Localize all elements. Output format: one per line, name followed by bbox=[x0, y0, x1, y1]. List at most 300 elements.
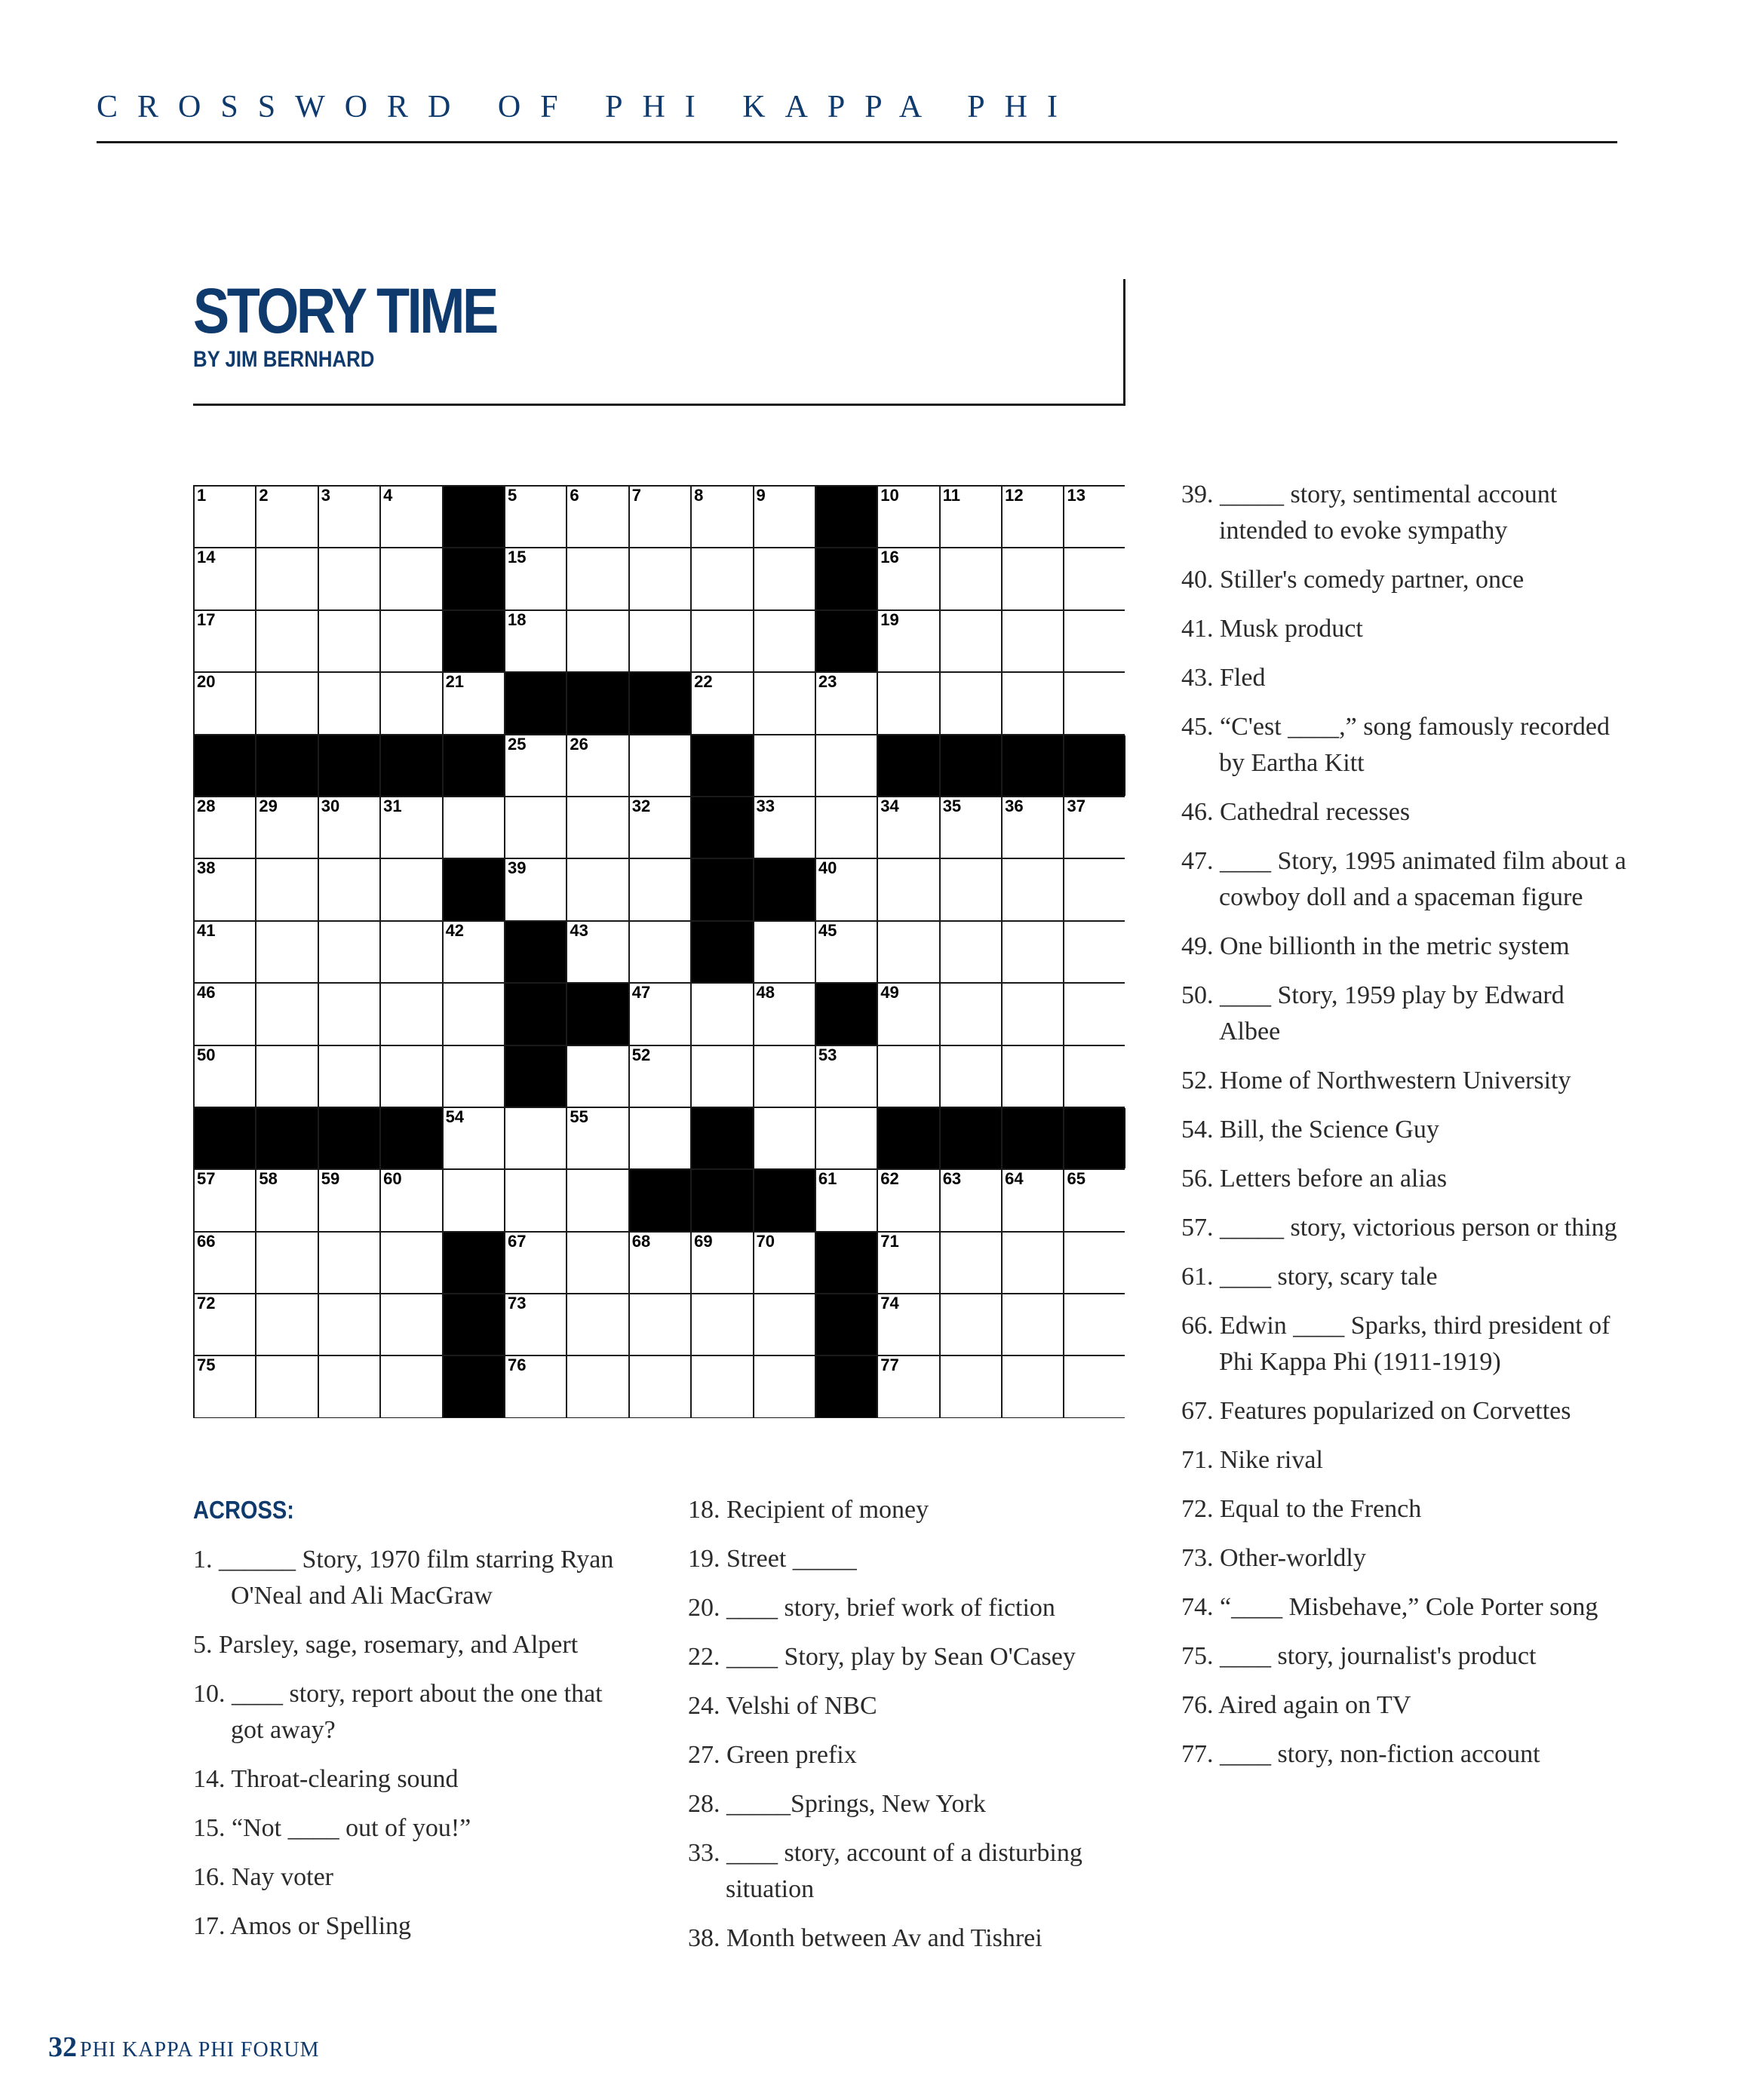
grid-cell[interactable] bbox=[754, 1233, 815, 1293]
grid-cell[interactable] bbox=[1003, 922, 1063, 982]
grid-cell[interactable] bbox=[630, 859, 690, 920]
grid-cell[interactable] bbox=[256, 1356, 317, 1417]
grid-cell[interactable] bbox=[381, 1170, 441, 1230]
grid-cell[interactable] bbox=[319, 1294, 379, 1355]
grid-cell[interactable] bbox=[256, 797, 317, 858]
grid-cell[interactable] bbox=[754, 611, 815, 671]
grid-cell[interactable] bbox=[567, 1046, 628, 1107]
clue-item: 33. ____ story, account of a disturbing situation bbox=[688, 1839, 1082, 1903]
grid-block bbox=[444, 548, 504, 609]
clue-item: 39. _____ story, sentimental account intended to evoke sympathy bbox=[1181, 480, 1558, 545]
grid-cell[interactable] bbox=[692, 487, 752, 547]
grid-cell[interactable] bbox=[692, 1356, 752, 1417]
grid-cell[interactable] bbox=[1003, 673, 1063, 733]
grid-cell[interactable] bbox=[1003, 1233, 1063, 1293]
grid-cell[interactable] bbox=[754, 673, 815, 733]
grid-block bbox=[567, 984, 628, 1044]
grid-cell[interactable] bbox=[505, 1233, 566, 1293]
cell-number: 69 bbox=[694, 1231, 713, 1251]
grid-cell[interactable] bbox=[941, 487, 1001, 547]
cell-number: 58 bbox=[259, 1169, 278, 1189]
grid-cell[interactable] bbox=[692, 1046, 752, 1107]
grid-cell[interactable] bbox=[567, 1233, 628, 1293]
grid-cell[interactable] bbox=[878, 1233, 938, 1293]
across-heading: ACROSS: bbox=[193, 1496, 294, 1524]
grid-cell[interactable] bbox=[567, 611, 628, 671]
grid-cell[interactable] bbox=[381, 611, 441, 671]
grid-cell[interactable] bbox=[505, 611, 566, 671]
grid-cell[interactable] bbox=[1064, 1294, 1125, 1355]
grid-cell[interactable] bbox=[754, 735, 815, 796]
grid-cell[interactable] bbox=[319, 673, 379, 733]
grid-cell[interactable] bbox=[256, 922, 317, 982]
title-box bbox=[193, 275, 1125, 406]
magazine-name: PHI KAPPA PHI FORUM bbox=[80, 2038, 320, 2062]
grid-cell[interactable] bbox=[1003, 611, 1063, 671]
grid-cell[interactable] bbox=[381, 859, 441, 920]
cell-number: 43 bbox=[570, 920, 588, 940]
grid-block bbox=[444, 1233, 504, 1293]
grid-cell[interactable] bbox=[816, 1108, 877, 1168]
grid-cell[interactable] bbox=[692, 611, 752, 671]
grid-block bbox=[444, 735, 504, 796]
grid-cell[interactable] bbox=[381, 797, 441, 858]
grid-cell[interactable] bbox=[1003, 487, 1063, 547]
grid-cell[interactable] bbox=[1003, 984, 1063, 1044]
cell-number: 64 bbox=[1005, 1169, 1024, 1189]
page-footer bbox=[48, 2031, 320, 2064]
grid-block bbox=[1064, 1108, 1125, 1168]
clue-item: 5. Parsley, sage, rosemary, and Alpert bbox=[193, 1631, 579, 1659]
cell-number: 63 bbox=[942, 1169, 962, 1189]
grid-cell[interactable] bbox=[567, 735, 628, 796]
grid-cell[interactable] bbox=[754, 922, 815, 982]
clue-item: 14. Throat-clearing sound bbox=[193, 1765, 459, 1793]
grid-cell[interactable] bbox=[1064, 611, 1125, 671]
cell-number: 76 bbox=[507, 1355, 527, 1375]
clue-item: 54. Bill, the Science Guy bbox=[1181, 1116, 1439, 1144]
clue-item: 76. Aired again on TV bbox=[1181, 1691, 1411, 1719]
cell-number: 41 bbox=[197, 920, 216, 940]
grid-cell[interactable] bbox=[630, 611, 690, 671]
grid-cell[interactable] bbox=[941, 548, 1001, 609]
cell-number: 65 bbox=[1067, 1169, 1085, 1189]
clue-list-2 bbox=[688, 1492, 1141, 1957]
cell-number: 2 bbox=[259, 486, 269, 505]
grid-cell[interactable] bbox=[381, 1046, 441, 1107]
cell-number: 13 bbox=[1067, 486, 1085, 505]
grid-block bbox=[505, 673, 566, 733]
clue-item: 22. ____ Story, play by Sean O'Casey bbox=[688, 1643, 1076, 1671]
cell-number: 21 bbox=[445, 672, 465, 692]
grid-cell[interactable] bbox=[444, 1046, 504, 1107]
grid-cell[interactable] bbox=[256, 548, 317, 609]
grid-cell[interactable] bbox=[816, 859, 877, 920]
grid-cell[interactable] bbox=[195, 1294, 255, 1355]
grid-cell[interactable] bbox=[195, 1233, 255, 1293]
grid-cell[interactable] bbox=[195, 1170, 255, 1230]
puzzle-byline: BY JIM BERNHARD bbox=[193, 347, 375, 372]
grid-block bbox=[256, 1108, 317, 1168]
grid-cell[interactable] bbox=[1064, 548, 1125, 609]
clue-item: 45. “C'est ____,” song famously recorded by Eartha Kitt bbox=[1181, 713, 1610, 777]
grid-cell[interactable] bbox=[319, 548, 379, 609]
clues-column-1 bbox=[193, 1492, 638, 1957]
grid-cell[interactable] bbox=[941, 1294, 1001, 1355]
grid-cell[interactable] bbox=[319, 611, 379, 671]
grid-cell[interactable] bbox=[941, 922, 1001, 982]
cell-number: 30 bbox=[321, 796, 340, 815]
grid-cell[interactable] bbox=[381, 1356, 441, 1417]
cell-number: 40 bbox=[818, 858, 837, 878]
cell-number: 6 bbox=[570, 486, 579, 505]
grid-cell[interactable] bbox=[941, 1046, 1001, 1107]
clue-item: 46. Cathedral recesses bbox=[1181, 798, 1411, 826]
grid-cell[interactable] bbox=[505, 859, 566, 920]
cell-number: 37 bbox=[1067, 796, 1085, 815]
cell-number: 59 bbox=[321, 1169, 340, 1189]
grid-cell[interactable] bbox=[1003, 1046, 1063, 1107]
cell-number: 23 bbox=[818, 672, 837, 692]
grid-cell[interactable] bbox=[444, 797, 504, 858]
cell-number: 72 bbox=[197, 1294, 216, 1313]
grid-cell[interactable] bbox=[878, 922, 938, 982]
grid-cell[interactable] bbox=[195, 1046, 255, 1107]
grid-cell[interactable] bbox=[381, 548, 441, 609]
grid-block bbox=[816, 548, 877, 609]
grid-cell[interactable] bbox=[1003, 859, 1063, 920]
grid-cell[interactable] bbox=[195, 673, 255, 733]
cell-number: 9 bbox=[756, 486, 766, 505]
grid-block bbox=[1003, 1108, 1063, 1168]
cell-number: 32 bbox=[631, 796, 651, 815]
clue-item: 18. Recipient of money bbox=[688, 1496, 929, 1524]
grid-cell[interactable] bbox=[195, 859, 255, 920]
cell-number: 19 bbox=[880, 609, 899, 629]
grid-cell[interactable] bbox=[816, 922, 877, 982]
grid-cell[interactable] bbox=[195, 611, 255, 671]
grid-cell[interactable] bbox=[941, 984, 1001, 1044]
grid-cell[interactable] bbox=[195, 922, 255, 982]
grid-cell[interactable] bbox=[1064, 797, 1125, 858]
cell-number: 17 bbox=[197, 609, 216, 629]
grid-cell[interactable] bbox=[692, 673, 752, 733]
grid-cell[interactable] bbox=[754, 1294, 815, 1355]
grid-cell[interactable] bbox=[692, 984, 752, 1044]
grid-cell[interactable] bbox=[878, 1170, 938, 1230]
grid-cell[interactable] bbox=[630, 1108, 690, 1168]
clue-item: 16. Nay voter bbox=[193, 1863, 334, 1891]
clue-item: 43. Fled bbox=[1181, 664, 1266, 692]
grid-cell[interactable] bbox=[1064, 922, 1125, 982]
grid-cell[interactable] bbox=[381, 984, 441, 1044]
cell-number: 22 bbox=[694, 672, 713, 692]
grid-cell[interactable] bbox=[256, 611, 317, 671]
grid-cell[interactable] bbox=[444, 673, 504, 733]
cell-number: 71 bbox=[880, 1231, 899, 1251]
grid-cell[interactable] bbox=[381, 1294, 441, 1355]
page-number: 32 bbox=[48, 2031, 77, 2063]
grid-cell[interactable] bbox=[816, 797, 877, 858]
clue-item: 40. Stiller's comedy partner, once bbox=[1181, 566, 1525, 594]
grid-block bbox=[444, 1294, 504, 1355]
grid-cell[interactable] bbox=[878, 611, 938, 671]
clue-item: 72. Equal to the French bbox=[1181, 1495, 1422, 1523]
cell-number: 26 bbox=[570, 734, 588, 754]
grid-cell[interactable] bbox=[630, 1233, 690, 1293]
clue-item: 67. Features popularized on Corvettes bbox=[1181, 1397, 1571, 1425]
grid-cell[interactable] bbox=[444, 1170, 504, 1230]
grid-cell[interactable] bbox=[567, 922, 628, 982]
grid-cell[interactable] bbox=[878, 797, 938, 858]
grid-cell[interactable] bbox=[319, 922, 379, 982]
grid-cell[interactable] bbox=[567, 1170, 628, 1230]
grid-cell[interactable] bbox=[1064, 1046, 1125, 1107]
grid-block bbox=[754, 1170, 815, 1230]
grid-cell[interactable] bbox=[1064, 984, 1125, 1044]
grid-cell[interactable] bbox=[816, 1046, 877, 1107]
grid-cell[interactable] bbox=[754, 1108, 815, 1168]
grid-cell[interactable] bbox=[256, 984, 317, 1044]
grid-cell[interactable] bbox=[941, 1233, 1001, 1293]
cell-number: 14 bbox=[197, 548, 216, 567]
clue-item: 61. ____ story, scary tale bbox=[1181, 1263, 1438, 1291]
grid-cell[interactable] bbox=[754, 1046, 815, 1107]
cell-number: 62 bbox=[880, 1169, 899, 1189]
clue-item: 73. Other-worldly bbox=[1181, 1544, 1366, 1572]
grid-cell[interactable] bbox=[630, 1294, 690, 1355]
grid-cell[interactable] bbox=[878, 548, 938, 609]
grid-cell[interactable] bbox=[1064, 1356, 1125, 1417]
grid-cell[interactable] bbox=[381, 1233, 441, 1293]
grid-cell[interactable] bbox=[256, 1170, 317, 1230]
cell-number: 60 bbox=[383, 1169, 402, 1189]
grid-block bbox=[319, 1108, 379, 1168]
grid-cell[interactable] bbox=[692, 1294, 752, 1355]
cell-number: 1 bbox=[197, 486, 207, 505]
grid-cell[interactable] bbox=[630, 487, 690, 547]
clue-item: 15. “Not ____ out of you!” bbox=[193, 1814, 471, 1842]
grid-block bbox=[505, 984, 566, 1044]
grid-cell[interactable] bbox=[941, 859, 1001, 920]
grid-cell[interactable] bbox=[505, 548, 566, 609]
cell-number: 52 bbox=[631, 1045, 651, 1064]
grid-cell[interactable] bbox=[1064, 1170, 1125, 1230]
grid-block bbox=[941, 735, 1001, 796]
grid-cell[interactable] bbox=[878, 673, 938, 733]
grid-cell[interactable] bbox=[878, 1046, 938, 1107]
grid-cell[interactable] bbox=[816, 735, 877, 796]
cell-number: 28 bbox=[197, 796, 216, 815]
clues-column-2 bbox=[688, 1492, 1141, 1970]
grid-cell[interactable] bbox=[1064, 487, 1125, 547]
grid-cell[interactable] bbox=[319, 797, 379, 858]
grid-cell[interactable] bbox=[692, 1233, 752, 1293]
cell-number: 54 bbox=[445, 1107, 465, 1126]
clue-item: 71. Nike rival bbox=[1181, 1446, 1323, 1474]
cell-number: 16 bbox=[880, 548, 899, 567]
grid-cell[interactable] bbox=[941, 797, 1001, 858]
cell-number: 61 bbox=[818, 1169, 837, 1189]
cell-number: 49 bbox=[880, 983, 899, 1002]
grid-cell[interactable] bbox=[1064, 859, 1125, 920]
cell-number: 31 bbox=[383, 796, 402, 815]
grid-cell[interactable] bbox=[319, 984, 379, 1044]
cell-number: 75 bbox=[197, 1355, 216, 1375]
grid-cell[interactable] bbox=[941, 673, 1001, 733]
grid-cell[interactable] bbox=[256, 859, 317, 920]
cell-number: 47 bbox=[631, 983, 651, 1002]
grid-cell[interactable] bbox=[319, 859, 379, 920]
grid-cell[interactable] bbox=[319, 1233, 379, 1293]
grid-cell[interactable] bbox=[630, 1046, 690, 1107]
grid-cell[interactable] bbox=[630, 922, 690, 982]
grid-cell[interactable] bbox=[878, 1356, 938, 1417]
grid-block bbox=[816, 1294, 877, 1355]
grid-cell[interactable] bbox=[941, 611, 1001, 671]
grid-cell[interactable] bbox=[630, 1356, 690, 1417]
clues-column-3 bbox=[1181, 477, 1626, 1785]
cell-number: 36 bbox=[1005, 796, 1024, 815]
grid-cell[interactable] bbox=[381, 922, 441, 982]
grid-block bbox=[816, 611, 877, 671]
grid-cell[interactable] bbox=[1003, 1356, 1063, 1417]
grid-cell[interactable] bbox=[505, 1108, 566, 1168]
grid-block bbox=[444, 1356, 504, 1417]
grid-block bbox=[1003, 735, 1063, 796]
cell-number: 53 bbox=[818, 1045, 837, 1064]
grid-cell[interactable] bbox=[630, 984, 690, 1044]
cell-number: 33 bbox=[756, 796, 775, 815]
grid-cell[interactable] bbox=[941, 1356, 1001, 1417]
cell-number: 73 bbox=[507, 1294, 527, 1313]
grid-cell[interactable] bbox=[567, 548, 628, 609]
grid-cell[interactable] bbox=[754, 548, 815, 609]
grid-cell[interactable] bbox=[319, 1170, 379, 1230]
grid-cell[interactable] bbox=[195, 797, 255, 858]
grid-cell[interactable] bbox=[256, 487, 317, 547]
grid-cell[interactable] bbox=[256, 1294, 317, 1355]
grid-cell[interactable] bbox=[630, 548, 690, 609]
grid-cell[interactable] bbox=[1003, 1294, 1063, 1355]
grid-cell[interactable] bbox=[444, 922, 504, 982]
grid-cell[interactable] bbox=[505, 797, 566, 858]
cell-number: 68 bbox=[631, 1231, 651, 1251]
grid-block bbox=[567, 673, 628, 733]
crossword-grid[interactable] bbox=[193, 485, 1125, 1418]
grid-cell[interactable] bbox=[754, 797, 815, 858]
grid-block bbox=[444, 487, 504, 547]
grid-cell[interactable] bbox=[381, 487, 441, 547]
grid-cell[interactable] bbox=[1064, 1233, 1125, 1293]
grid-block bbox=[444, 859, 504, 920]
grid-block bbox=[256, 735, 317, 796]
cell-number: 34 bbox=[880, 796, 899, 815]
grid-cell[interactable] bbox=[505, 487, 566, 547]
grid-block bbox=[692, 859, 752, 920]
cell-number: 48 bbox=[756, 983, 775, 1002]
grid-cell[interactable] bbox=[505, 1170, 566, 1230]
cell-number: 67 bbox=[507, 1231, 527, 1251]
grid-cell[interactable] bbox=[567, 1356, 628, 1417]
grid-cell[interactable] bbox=[505, 735, 566, 796]
grid-cell[interactable] bbox=[381, 673, 441, 733]
grid-cell[interactable] bbox=[816, 673, 877, 733]
grid-block bbox=[941, 1108, 1001, 1168]
grid-cell[interactable] bbox=[567, 859, 628, 920]
grid-block bbox=[692, 1108, 752, 1168]
grid-cell[interactable] bbox=[195, 984, 255, 1044]
grid-cell[interactable] bbox=[878, 984, 938, 1044]
grid-cell[interactable] bbox=[567, 1108, 628, 1168]
grid-cell[interactable] bbox=[319, 1046, 379, 1107]
grid-cell[interactable] bbox=[816, 1170, 877, 1230]
grid-cell[interactable] bbox=[1064, 673, 1125, 733]
grid-cell[interactable] bbox=[256, 1233, 317, 1293]
cell-number: 18 bbox=[507, 609, 527, 629]
cell-number: 20 bbox=[197, 672, 216, 692]
grid-cell[interactable] bbox=[941, 1170, 1001, 1230]
grid-cell[interactable] bbox=[505, 1356, 566, 1417]
clue-item: 1. ______ Story, 1970 film starring Ryan O'Neal and Ali MacGraw bbox=[193, 1546, 614, 1610]
grid-cell[interactable] bbox=[567, 797, 628, 858]
grid-cell[interactable] bbox=[1003, 1170, 1063, 1230]
grid-block bbox=[381, 1108, 441, 1168]
clue-item: 66. Edwin ____ Sparks, third president of Phi Kappa Phi (1911-1919) bbox=[1181, 1312, 1611, 1376]
grid-cell[interactable] bbox=[630, 735, 690, 796]
cell-number: 4 bbox=[383, 486, 393, 505]
grid-cell[interactable] bbox=[195, 548, 255, 609]
cell-number: 46 bbox=[197, 983, 216, 1002]
grid-cell[interactable] bbox=[878, 1294, 938, 1355]
grid-block bbox=[505, 1046, 566, 1107]
clue-item: 50. ____ Story, 1959 play by Edward Albee bbox=[1181, 981, 1565, 1045]
clue-item: 47. ____ Story, 1995 animated film about a cowboy doll and a spaceman figure bbox=[1181, 847, 1626, 911]
grid-block bbox=[505, 922, 566, 982]
grid-block bbox=[878, 1108, 938, 1168]
grid-cell[interactable] bbox=[692, 548, 752, 609]
cell-number: 11 bbox=[942, 486, 960, 505]
grid-cell[interactable] bbox=[754, 1356, 815, 1417]
grid-cell[interactable] bbox=[754, 984, 815, 1044]
grid-cell[interactable] bbox=[754, 487, 815, 547]
grid-cell[interactable] bbox=[195, 1356, 255, 1417]
grid-cell[interactable] bbox=[444, 984, 504, 1044]
cell-number: 15 bbox=[507, 548, 527, 567]
grid-cell[interactable] bbox=[195, 487, 255, 547]
cell-number: 10 bbox=[880, 486, 899, 505]
grid-cell[interactable] bbox=[1003, 797, 1063, 858]
grid-cell[interactable] bbox=[319, 1356, 379, 1417]
grid-cell[interactable] bbox=[444, 1108, 504, 1168]
grid-cell[interactable] bbox=[1003, 548, 1063, 609]
grid-cell[interactable] bbox=[878, 859, 938, 920]
grid-cell[interactable] bbox=[630, 797, 690, 858]
grid-cell[interactable] bbox=[567, 1294, 628, 1355]
clue-item: 56. Letters before an alias bbox=[1181, 1165, 1448, 1193]
grid-cell[interactable] bbox=[319, 487, 379, 547]
grid-cell[interactable] bbox=[878, 487, 938, 547]
grid-block bbox=[816, 1356, 877, 1417]
grid-block bbox=[444, 611, 504, 671]
grid-block bbox=[630, 673, 690, 733]
clue-item: 57. _____ story, victorious person or thing bbox=[1181, 1214, 1617, 1242]
grid-cell[interactable] bbox=[256, 673, 317, 733]
grid-cell[interactable] bbox=[256, 1046, 317, 1107]
grid-block bbox=[878, 735, 938, 796]
grid-cell[interactable] bbox=[567, 487, 628, 547]
grid-cell[interactable] bbox=[505, 1294, 566, 1355]
